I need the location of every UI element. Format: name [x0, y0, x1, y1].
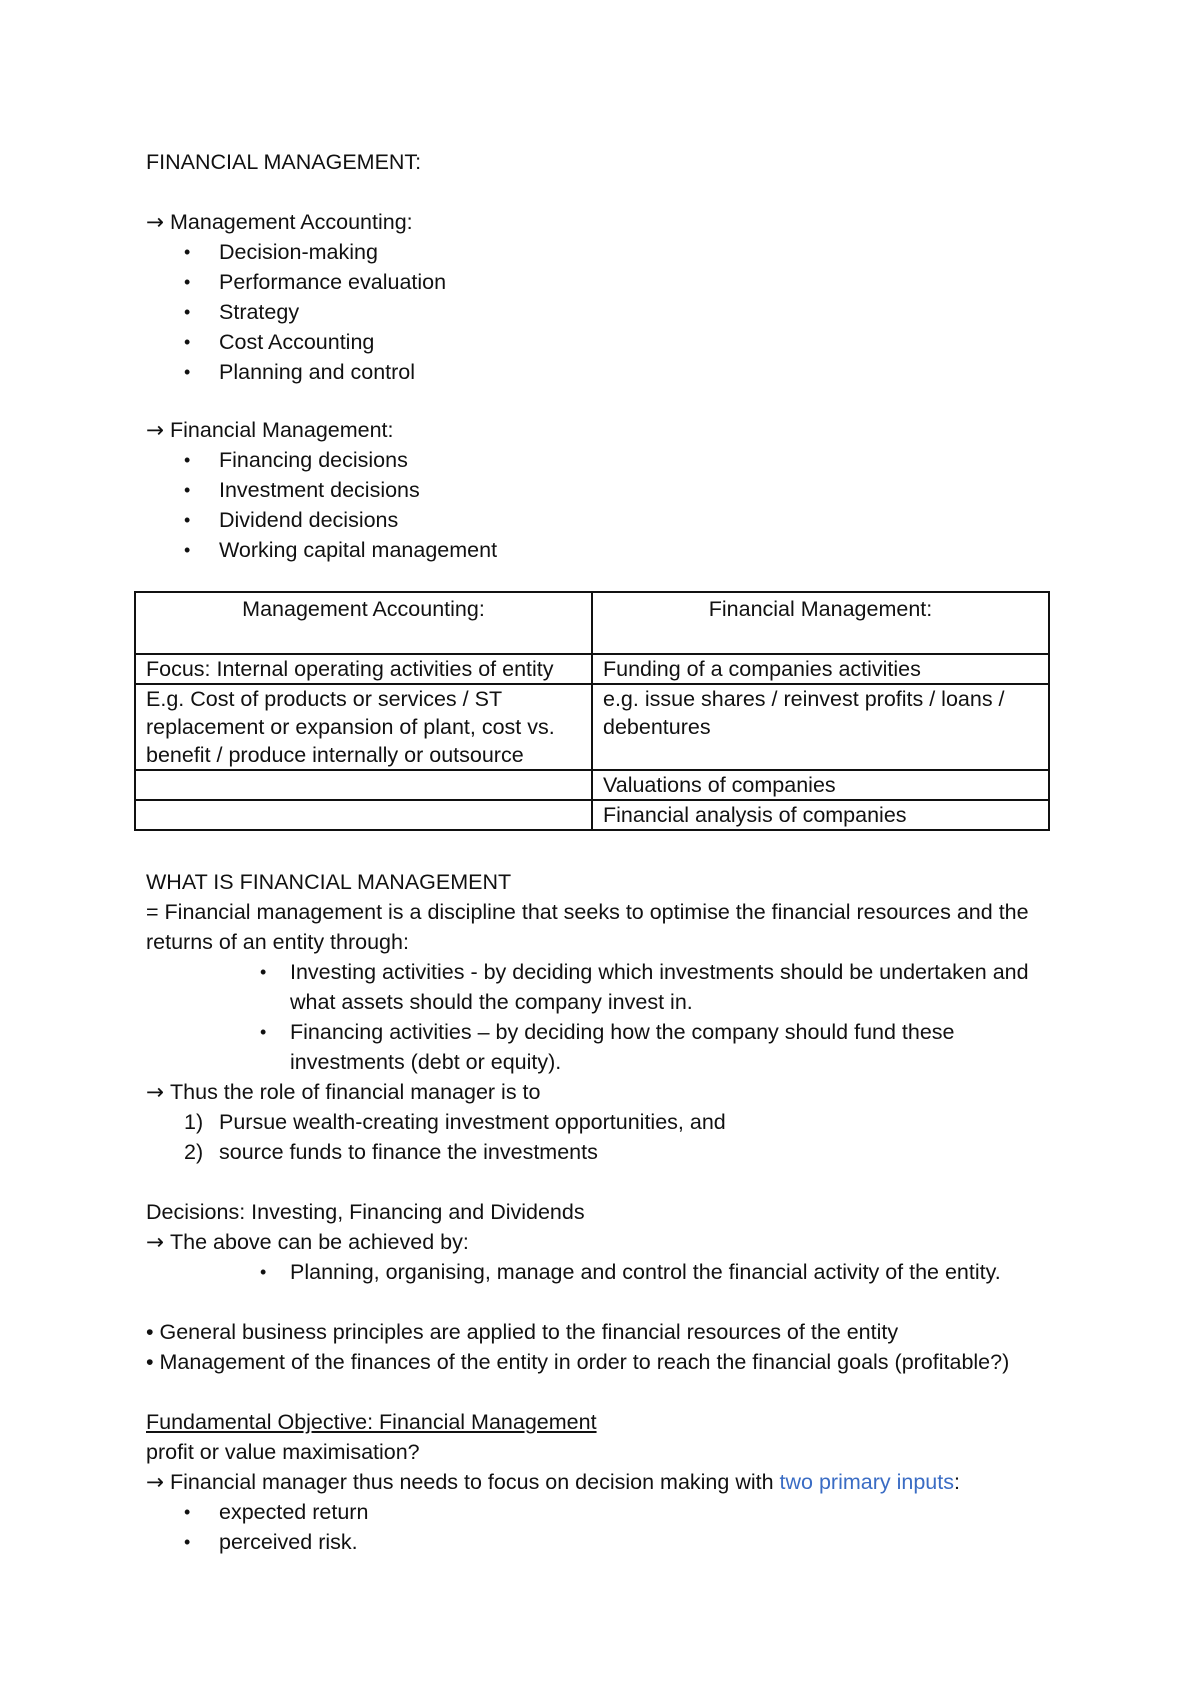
table-header-row	[135, 592, 1049, 654]
definition-line: returns of an entity through:	[146, 930, 409, 954]
bullet-icon: •	[184, 510, 191, 530]
bullet-icon: •	[184, 450, 191, 470]
list-item: Cost Accounting	[219, 330, 375, 354]
table-row	[135, 684, 1049, 770]
table-cell: E.g. Cost of products or services / ST replacement or expansion of plant, cost vs. benefit / produce internally or outsource	[135, 684, 592, 770]
heading-text: Financial Management:	[170, 418, 394, 442]
list-item: Financing decisions	[219, 448, 408, 472]
table-cell: Funding of a companies activities	[592, 654, 1049, 684]
achieved-line	[146, 1228, 469, 1257]
objective-focus-line	[146, 1468, 960, 1497]
section-financial-management-heading	[146, 416, 394, 445]
decisions-line: Decisions: Investing, Financing and Dividends	[146, 1200, 585, 1224]
list-item: Investment decisions	[219, 478, 420, 502]
bullet-icon: •	[184, 1532, 191, 1552]
list-item: Performance evaluation	[219, 270, 447, 294]
bullet-icon: •	[184, 242, 191, 262]
bullet-text: investments (debt or equity).	[290, 1050, 562, 1074]
arrow-icon: →	[146, 418, 165, 443]
table-header-cell: Management Accounting:	[135, 592, 592, 654]
table-row	[135, 654, 1049, 684]
bullet-icon: •	[260, 962, 267, 982]
numbered-item: source funds to finance the investments	[219, 1140, 598, 1164]
what-heading: WHAT IS FINANCIAL MANAGEMENT	[146, 870, 512, 894]
arrow-icon: →	[146, 210, 165, 235]
bullet-icon: •	[184, 1502, 191, 1522]
bullet-icon: •	[260, 1262, 267, 1282]
comparison-table	[134, 591, 1050, 831]
bullet-text: what assets should the company invest in.	[290, 990, 693, 1014]
arrow-icon: →	[146, 1470, 165, 1495]
arrow-icon: →	[146, 1080, 165, 1105]
achieved-text: The above can be achieved by:	[170, 1230, 469, 1254]
bullet-icon: •	[184, 302, 191, 322]
bullet-icon: •	[184, 272, 191, 292]
table-row	[135, 770, 1049, 800]
general-line: • General business principles are applied to the financial resources of the entity	[146, 1320, 899, 1344]
list-item: perceived risk.	[219, 1530, 358, 1554]
table-cell	[135, 770, 592, 800]
bullet-text: Financing activities – by deciding how the company should fund these	[290, 1020, 955, 1044]
numbered-item: Pursue wealth-creating investment opportunities, and	[219, 1110, 726, 1134]
list-item: Working capital management	[219, 538, 498, 562]
list-number: 1)	[184, 1110, 204, 1134]
list-item: Planning and control	[219, 360, 416, 384]
focus-text: Financial manager thus needs to focus on decision making with	[170, 1470, 780, 1494]
section-management-accounting-heading	[146, 208, 413, 237]
table-header-cell: Financial Management:	[592, 592, 1049, 654]
bullet-icon: •	[184, 480, 191, 500]
objective-heading: Fundamental Objective: Financial Management	[146, 1410, 597, 1434]
bullet-icon: •	[184, 362, 191, 382]
bullet-text: Investing activities - by deciding which investments should be undertaken and	[290, 960, 1029, 984]
list-item: Strategy	[219, 300, 300, 324]
bullet-text: Planning, organising, manage and control the financial activity of the entity.	[290, 1260, 1001, 1284]
page-title: FINANCIAL MANAGEMENT:	[146, 150, 422, 174]
heading-text: Management Accounting:	[170, 210, 413, 234]
arrow-icon: →	[146, 1230, 165, 1255]
list-item: expected return	[219, 1500, 369, 1524]
list-item: Decision-making	[219, 240, 378, 264]
highlighted-text: two primary inputs	[779, 1470, 954, 1494]
bullet-icon: •	[260, 1022, 267, 1042]
focus-text-end: :	[953, 1470, 960, 1494]
list-number: 2)	[184, 1140, 204, 1164]
table-cell: Financial analysis of companies	[592, 800, 1049, 830]
role-line	[146, 1078, 541, 1107]
objective-question: profit or value maximisation?	[146, 1440, 420, 1464]
table-cell: e.g. issue shares / reinvest profits / loans / debentures	[592, 684, 1049, 770]
general-line: • Management of the finances of the entity in order to reach the financial goals (profitable?)	[146, 1350, 1010, 1374]
list-item: Dividend decisions	[219, 508, 399, 532]
bullet-icon: •	[184, 332, 191, 352]
table-row	[135, 800, 1049, 830]
role-text: Thus the role of financial manager is to	[170, 1080, 541, 1104]
table-cell	[135, 800, 592, 830]
table-cell: Focus: Internal operating activities of entity	[135, 654, 592, 684]
definition-line: = Financial management is a discipline that seeks to optimise the financial resources and the	[146, 900, 1029, 924]
bullet-icon: •	[184, 540, 191, 560]
table-cell: Valuations of companies	[592, 770, 1049, 800]
